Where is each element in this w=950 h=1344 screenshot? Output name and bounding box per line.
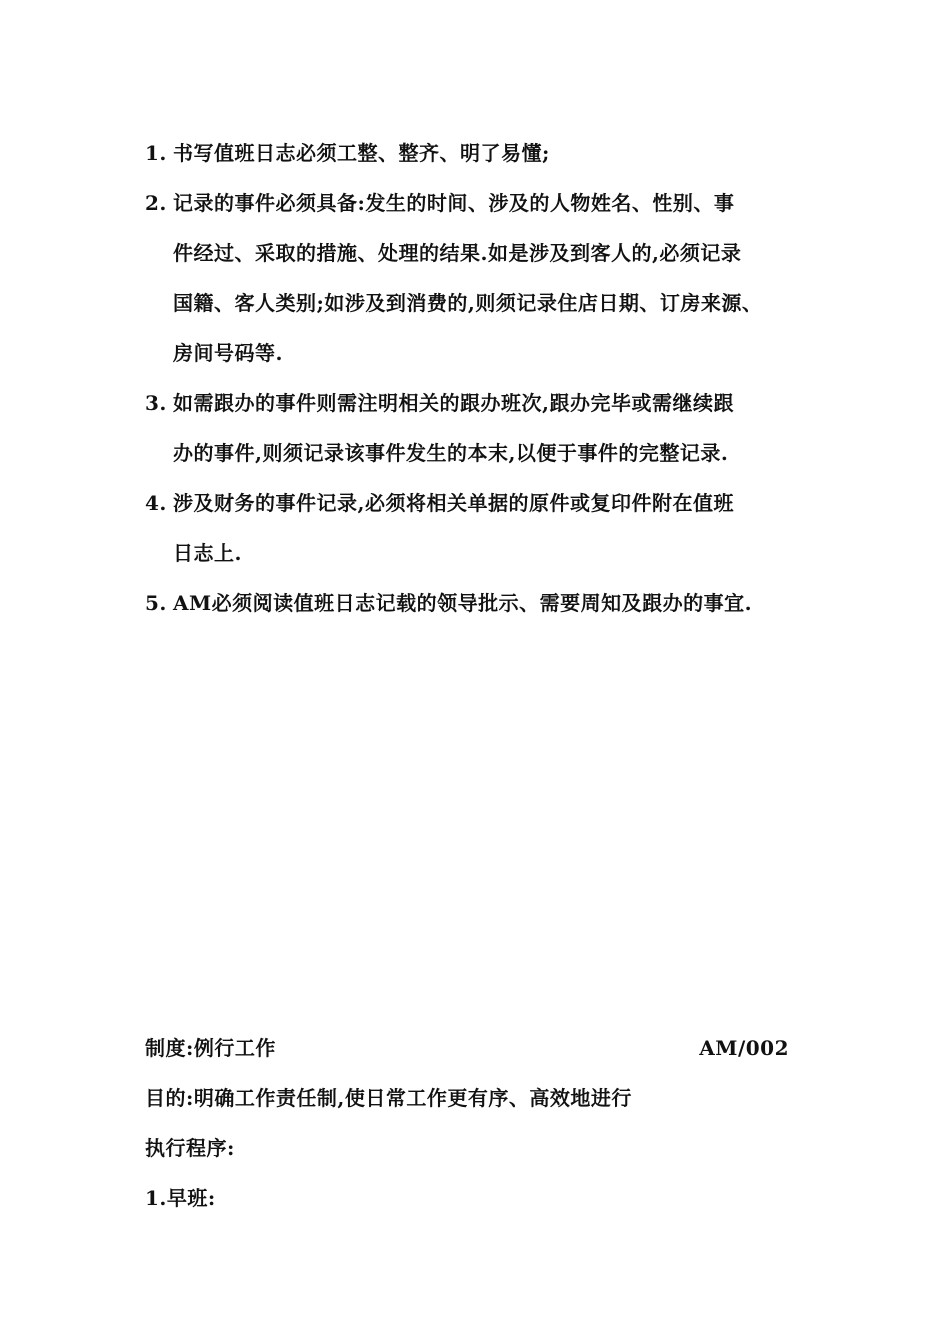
list-item — [145, 128, 835, 178]
item-number: 4. — [145, 491, 167, 515]
list-item — [145, 378, 835, 478]
procedure-heading: 执行程序: — [145, 1136, 235, 1160]
item-number: 5. — [145, 591, 167, 615]
item-line: 房间号码等. — [173, 341, 283, 365]
item-line: 涉及财务的事件记录,必须将相关单据的原件或复印件附在值班 — [173, 491, 734, 515]
list-item — [145, 178, 835, 378]
policy-title: 制度:例行工作 — [145, 1036, 276, 1060]
item-line: AM必须阅读值班日志记载的领导批示、需要周知及跟办的事宜. — [173, 591, 753, 615]
item-line: 件经过、采取的措施、处理的结果.如是涉及到客人的,必须记录 — [173, 241, 742, 265]
item-line: 书写值班日志必须工整、整齐、明了易懂; — [173, 141, 550, 165]
item-line: 如需跟办的事件则需注明相关的跟办班次,跟办完毕或需继续跟 — [173, 391, 734, 415]
item-line: 日志上. — [173, 541, 242, 565]
item-number: 2. — [145, 191, 167, 215]
item-number: 3. — [145, 391, 167, 415]
item-line: 记录的事件必须具备:发生的时间、涉及的人物姓名、性别、事 — [173, 191, 735, 215]
rules-list — [145, 128, 835, 628]
policy-purpose: 目的:明确工作责任制,使日常工作更有序、高效地进行 — [145, 1086, 632, 1110]
list-item — [145, 478, 835, 578]
procedure-step: 1.早班: — [145, 1186, 216, 1210]
policy-header — [145, 1023, 805, 1073]
item-number: 1. — [145, 141, 167, 165]
list-item — [145, 578, 835, 628]
item-line: 国籍、客人类别;如涉及到消费的,则须记录住店日期、订房来源、 — [173, 291, 763, 315]
policy-section — [145, 1023, 805, 1223]
item-line: 办的事件,则须记录该事件发生的本末,以便于事件的完整记录. — [173, 441, 729, 465]
document-code: AM/002 — [699, 1036, 789, 1060]
